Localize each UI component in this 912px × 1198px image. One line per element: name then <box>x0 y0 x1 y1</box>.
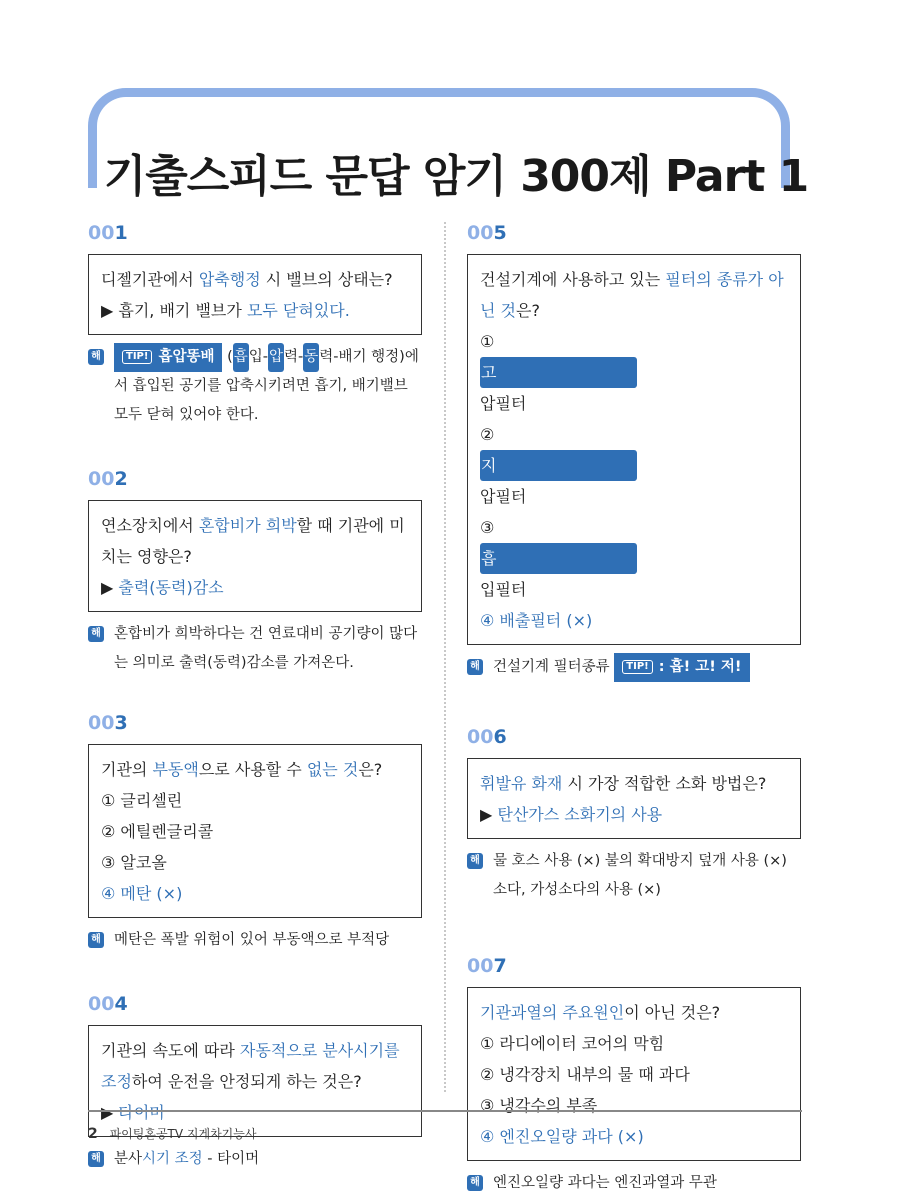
right-column <box>467 222 801 1198</box>
answer-text: ▶ 출력(동력)감소 <box>101 578 224 597</box>
option: ④ 엔진오일량 과다 (×) <box>480 1127 644 1146</box>
explanation-icon: 해 <box>467 1175 483 1191</box>
explanation: 해 엔진오일량 과다는 엔진과열과 무관 <box>467 1169 801 1198</box>
explanation: 해 혼합비가 희박하다는 건 연료대비 공기량이 많다는 의미로 출력(동력)감소를 가져온다. <box>88 620 422 678</box>
question-number: 006 <box>467 726 507 748</box>
explanation-icon: 해 <box>467 853 483 869</box>
question-number: 002 <box>88 468 128 490</box>
question-number: 003 <box>88 712 128 734</box>
left-column <box>88 222 422 1174</box>
options: ① 고압필터 ② 지압필터 ③ 흡입필터 ④ 배출필터 (×) <box>480 326 788 636</box>
options: ① 글리셀린 ② 에틸렌글리콜 ③ 알코올 ④ 메탄 (×) <box>101 791 214 903</box>
explanation-icon: 해 <box>88 932 104 948</box>
question-number: 004 <box>88 993 128 1015</box>
question-box <box>88 744 422 918</box>
question-box <box>88 500 422 612</box>
question-text: 휘발유 화재 시 가장 적합한 소화 방법은? <box>480 774 767 793</box>
question-box <box>467 758 801 839</box>
answer-text: ▶ 타이머 <box>101 1103 165 1122</box>
question-number: 001 <box>88 222 128 244</box>
explanation-icon: 해 <box>88 626 104 642</box>
option: ① 라디에이터 코어의 막힘 <box>480 1034 665 1053</box>
question-text: 기관의 속도에 따라 자동적으로 분사시기를 조정하여 운전을 안정되게 하는 것은? <box>101 1041 400 1091</box>
question-text: 기관과열의 주요원인이 아닌 것은? <box>480 1003 721 1022</box>
question-text: 기관의 부동액으로 사용할 수 없는 것은? <box>101 760 383 779</box>
footer-text: 파이팅혼공TV 지게차기능사 <box>109 1127 257 1141</box>
tip-badge: TIP! : 흡! 고! 저! <box>614 653 749 682</box>
option: ② 냉각장치 내부의 물 때 과다 <box>480 1065 690 1084</box>
explanation: 해 메탄은 폭발 위험이 있어 부동액으로 부적당 <box>88 926 422 955</box>
explanation: 해 건설기계 필터종류 TIP! : 흡! 고! 저! <box>467 653 801 682</box>
question-box <box>88 1025 422 1137</box>
explanation: 해 TIP! 흡압똥배 (흡입-압력-동력-배기 행정)에 서 흡입된 공기를 압축시키려면 흡기, 배기밸브 모두 닫혀 있어야 한다. <box>88 343 422 430</box>
explanation: 해 분사시기 조정 - 타이머 <box>88 1145 422 1174</box>
question-box <box>467 987 801 1161</box>
question-number: 005 <box>467 222 507 244</box>
footer <box>88 1125 256 1142</box>
answer-text: ▶ 흡기, 배기 밸브가 모두 닫혀있다. <box>101 301 350 320</box>
explanation: 해 물 호스 사용 (×) 불의 확대방지 덮개 사용 (×) 소다, 가성소다의 사용 (×) <box>467 847 801 905</box>
explanation-icon: 해 <box>88 349 104 365</box>
option: ③ 냉각수의 부족 <box>480 1096 598 1115</box>
tip-badge: TIP! 흡압똥배 <box>114 343 222 372</box>
question-text: 연소장치에서 혼합비가 희박할 때 기관에 미치는 영향은? <box>101 516 405 566</box>
column-divider <box>444 222 446 1092</box>
footer-divider <box>88 1110 802 1112</box>
explanation-icon: 해 <box>467 659 483 675</box>
question-box <box>88 254 422 335</box>
explanation-icon: 해 <box>88 1151 104 1167</box>
page-title: 기출스피드 문답 암기 300제 Part 1 <box>103 151 809 202</box>
question-text: 디젤기관에서 압축행정 시 밸브의 상태는? <box>101 270 393 289</box>
question-box <box>467 254 801 645</box>
page-number: 2 <box>88 1126 98 1142</box>
question-number: 007 <box>467 955 507 977</box>
question-text: 건설기계에 사용하고 있는 필터의 종류가 아닌 것은? <box>480 270 784 320</box>
answer-text: ▶ 탄산가스 소화기의 사용 <box>480 805 663 824</box>
